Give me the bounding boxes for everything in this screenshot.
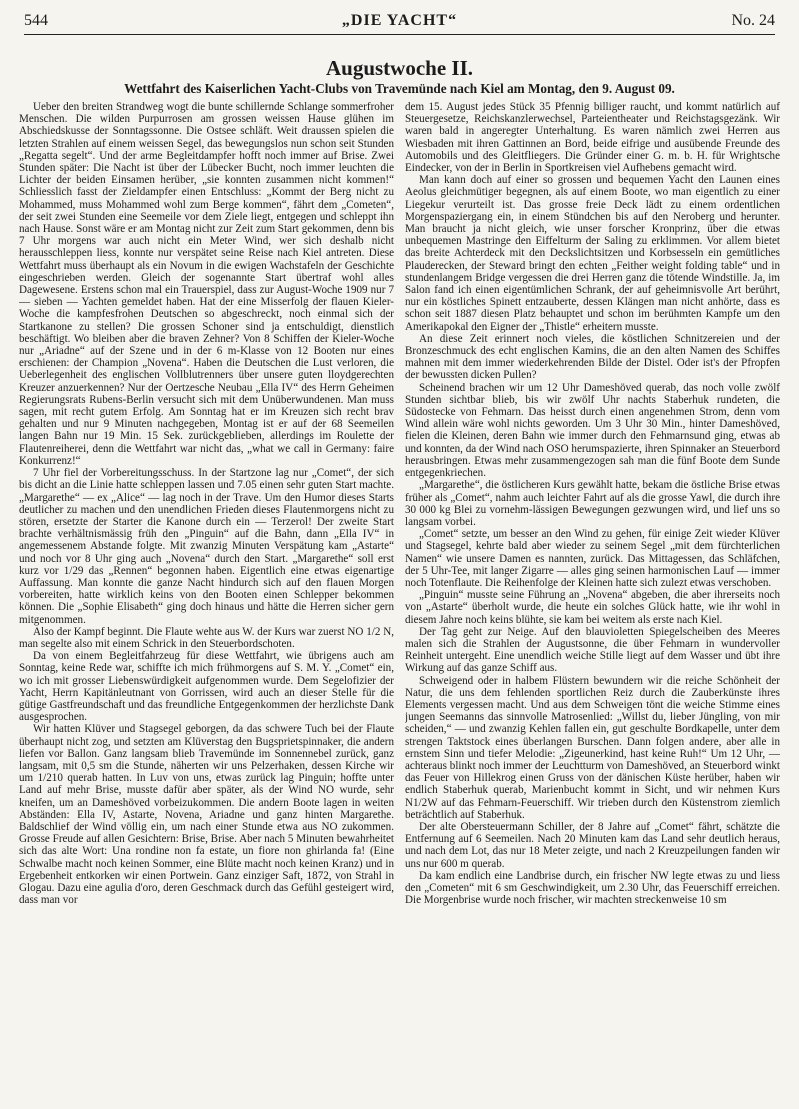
page-number: 544 [24,12,48,29]
paragraph: 7 Uhr fiel der Vorbereitungsschuss. In der Startzone lag nur „Comet“, der sich bis dicht an die Linie hatte schleppen lassen und 7.05 einen sehr guten Start machte. „Margarethe“ — ex „Alice“ — lag noch in der Trave. Um den Humor dieses Starts deutlicher zu machen und den unendlichen Frieden dieses Flautenmorgens nicht zu stören, ersetzte der Starter die Kanone durch ein — Terzerol! Der zweite Start brachte verhältnismässig früh den „Pinguin“ auf die Bahn, dann „Ella IV“ in angemessenem Abstande folgte. Mit zwanzig Minuten Verspätung kam „Astarte“ und noch vor 8 Uhr ging auch „Novena“ durch den Start. „Margarethe“ soll erst kurz vor 1/29 das „Rennen“ begonnen haben. Eigentlich eine etwas eigenartige Auffassung. Man konnte die ganze Nacht hindurch sich auf den flauen Morgen vorbereiten, hatte wirklich keins von den Booten einen Schlepper bekommen können. Die „Sophie Elisabeth“ ging doch hinaus und hätte die Herren sicher gern mitgenommen. [19,467,394,626]
paragraph: Da von einem Begleitfahrzeug für diese Wettfahrt, wie übrigens auch am Sonntag, keine Rede war, schiffte ich mich frühmorgens auf S. M. Y. „Comet“ ein, wo ich mit grosser Liebenswürdigkeit aufgenommen wurde. Dem Segelofizier der Yacht, Herrn Kapitänleutnant von Gorrissen, wird auch an dieser Stelle für die gütige Gastfreundschaft und das freundliche Entgegenkommen der herzlichste Dank ausgesprochen. [19,650,394,724]
article-subtitle: Wettfahrt des Kaiserlichen Yacht-Clubs von Travemünde nach Kiel am Montag, den 9. August 09. [124,81,675,96]
paragraph: Man kann doch auf einer so grossen und bequemen Yacht den Launen eines Aeolus gleichmütiger begegnen, als auf einem Boote, wo man eigentlich zu einer Liegekur verurteilt ist. Das grosse freie Deck lädt zu einem ordentlichen Morgenspaziergang ein, in einem Stündchen bis auf den Neroberg und herunter. Man braucht ja nicht gleich, wie unser forscher Kronprinz, über die etwas unbequemen Mastringe den Eiffelturm der Saling zu erklimmen. Vor allem bietet das breite Achterdeck mit den Deckslichtsitzen und Korbsesseln ein gemütliches Plauderecken, der Steward bringt den echten „Feither weight folding table“ und in stundenlangem Bridge vergessen die drei Herren ganz die tötende Windstille. Ja, im Salon fand ich einen eigentümlichen Schrank, der auf geheimnisvolle Art berührt, nur ein köstliches Spinett entzauberte, dessen Klängen man nicht anhörte, dass es schon seit 1887 diesen Platz behauptet und schon im berühmten Kampfe um den Amerikapokal den Eigner der „Thistle“ erheitern musste. [405,174,780,333]
paragraph: Ueber den breiten Strandweg wogt die bunte schillernde Schlange sommerfroher Menschen. Die wilden Purpurrosen am grossen weissen Hause glühen im Abschiedskusse der Sonntagssonne. Die Ostsee schläft. Weit draussen spielen die letzten Strahlen auf einem weissen Segel, das bewegungslos nun schon seit Stunden „Regatta segelt“. Und der arme Begleitdampfer hofft noch immer auf Brise. Zwei Stunden später: Die Nacht ist über der Lübecker Bucht, noch immer leuchten die Lichter der beiden Einsamen herüber, „sie konnten zusammen nicht kommen!“ Schliesslich fasst der Zieldampfer einen Entschluss: „Kommt der Berg nicht zu Mohammed, muss Mohammed wohl zum Berge kommen“, fährt dem „Cometen“, der seit zwei Stunden eine Seemeile vor dem Ziele liegt, entgegen und schleppt ihn nach Hause. Sonst wäre er am Montag nicht zur Zeit zum Start gekommen, denn bis 7 Uhr morgens war auch nicht ein Meter Wind, wer sich deshalb nicht herausschleppen liess, konnte nur verspätet seine Reise nach Kiel antreten. Diese Wettfahrt muss überhaupt als ein Novum in die ewigen Wachstafeln der Geschichte eingeschrieben werden. Gleich der sogenannte Start übertraf wohl alles Dagewesene. Erstens schon mal ein Trauerspiel, dass zur August-Woche 1909 nur 7 — sieben — Yachten gemeldet haben. Hat der eine Misserfolg der flauen Kieler-Woche die kampfesfrohen Deutschen so abgeschreckt, noch einmal sich der Startkanone zu stellen? Die grossen Schoner sind ja entschuldigt, dienstlich beschäftigt. Wo bleiben aber die braven Zehner? Von 8 Schiffen der Kieler-Woche nur „Ariadne“ auf der Szene und in der 6 m-Klasse von 12 Booten nur eines erschienen: der Champion „Novena“. Haben die Deutschen die Lust verloren, die Ueberlegenheit des englischen Vollblutrenners über unsere guten lloydgerechten Kreuzer anzuerkennen? Nur der Oertzesche Neubau „Ella IV“ des Herrn Geheimen Regierungsrats Rubens-Berlin versucht sich mit dem Unüberwundenen. Man muss sagen, mit recht gutem Erfolg. Am Sonntag hat er im Kreuzen sich recht brav gehalten und nur 9 Minuten nachgegeben, Montag ist er auf der 68 Seemeilen langen Bahn nur 19 Min. 15 Sek. zurückgeblieben, allerdings im Roulette der Flautenreiherei, denn die Wettfahrt war nicht das, „what we call in Germany: faire Konkurrenz!“ [19,101,394,467]
paragraph: „Comet“ setzte, um besser an den Wind zu gehen, für einige Zeit wieder Klüver und Stagsegel, kehrte bald aber wieder zu seinem Segel „mit dem fürchterlichen Namen“ wie unsere Damen es nannten, zurück. Das Mittagessen, das Schläfchen, der 5 Uhr-Tee, mit langer Zigarre — alles ging seinen harmonischen Lauf — immer noch Totenflaute. Die Reihenfolge der Kleinen hatte sich zulezt etwas verschoben. [405,528,780,589]
magazine-title: „DIE YACHT“ [341,12,458,29]
paragraph: Also der Kampf beginnt. Die Flaute wehte aus W. der Kurs war zuerst NO 1/2 N, man segelte also mit einem Schrick in den Steuerbordschoten. [19,625,394,650]
paragraph: Der Tag geht zur Neige. Auf den blauvioletten Spiegelscheiben des Meeres malen sich die Strahlen der Augustsonne, die über Fehmarn in wundervoller Reinheit untergeht. Eine unendlich weiche Stille liegt auf dem Wasser und übt ihre Wirkung auf das ganze Schiff aus. [405,625,780,675]
paragraph: „Margarethe“, die östlicheren Kurs gewählt hatte, bekam die östliche Brise etwas früher als „Comet“, nahm auch leichter Fahrt auf als die grosse Yawl, die durch ihre 30 000 kg Blei zu vornehm-lässigen Bewegungen gezwungen wird, und lief uns so langsam vorbei. [405,479,780,528]
paragraph: Der alte Obersteuermann Schiller, der 8 Jahre auf „Comet“ fährt, schätzte die Entfernung auf 6 Seemeilen. Nach 20 Minuten kam das Land sehr deutlich heraus, und nach dem Lot, das nur 18 Meter zeigte, und nach 2 Kreuzpeilungen fanden wir uns nur 600 m querab. [405,820,780,870]
paragraph: Wir hatten Klüver und Stagsegel geborgen, da das schwere Tuch bei der Flaute überhaupt nicht zog, und setzten am Klüverstag den Bugsprietspinnaker, die andern liefen vor Ballon. Ganz langsam blieb Travemünde im Sonnennebel zurück, ganz langsam, mit 0,5 sm die Stunde, näherten wir uns Pelzerhaken, dessen Kirche wir um 1/210 querab hatten. In Luv von uns, etwas zurück lag Pinguin; hoffte unter Land auf mehr Brise, musste dafür aber später, als der Wind NO wurde, sehr kneifen, um an Dameshöved vorbeizukommen. Die andern Boote lagen in weiten Abständen: Ella IV, Astarte, Novena, Ariadne und ganz hinten Margarethe. Baldschlief der Wind völlig ein, um nach einer Stunde etwa aus NO zukommen. Grosse Freude auf allen Gesichtern: Brise, Brise. Aber nach 5 Minuten bewahrheitet sich das alte Wort: Una rondine non fa estate, un fiore non ghirlanda fa! (Eine Schwalbe macht noch keinen Sommer, eine Blüte macht noch keinen Kranz) und in Ergebenheit entkorken wir einen Portwein. Ganz einziger Saft, 1872, von Strahl in Glogau. Dazu eine agulia d'oro, deren Geschmack durch das Gefühl gesteigert wird, dass man vor [19,723,394,907]
paragraph: An diese Zeit erinnert noch vieles, die köstlichen Schnitzereien und der Bronzeschmuck des echt englischen Kamins, die an den alten Namen des Schiffes mahnen mit dem immer wiederkehrenden Bilde der Distel. Oder ist's der Pfropfen der bewussten dicken Pullen? [405,332,780,382]
paragraph: Scheinend brachen wir um 12 Uhr Dameshöved querab, das noch volle zwölf Stunden sichtbar blieb, bis wir zwölf Uhr nachts Staberhuk rundeten, die Südostecke von Fehmarn. Das heisst durch einen angenehmen Strom, denn vom Wind allein wäre wohl nichts geworden. Um 3 Uhr 30 Min., hinter Dameshöved, fielen die Kleinen, deren Bahn wie immer durch den Fehmarnsund ging, etwas ab und konnten, da der Wind nach OSO herumspazierte, ihren Spinnaker an Steuerbord herausbringen. Etwas mehr zusammengezogen sah man die fünf Boote dem Sunde entgegenkriechen. [405,381,780,480]
left-column [19,101,394,1101]
paragraph: Da kam endlich eine Landbrise durch, ein frischer NW legte etwas zu und liess den „Cometen“ mit 6 sm Geschwindigkeit, um 2.30 Uhr, das Feuerschiff erreichen. Die Morgenbrise wurde noch frischer, wir machten streckenweise 10 sm [405,869,780,907]
paragraph: Schweigend oder in halbem Flüstern bewundern wir die reiche Schönheit der Natur, die uns dem fehlenden sportlichen Reiz durch die Zauberkünste ihres Elements vergessen macht. Und aus dem Schweigen tönt die weiche Stimme eines jungen Seemanns das sinnvolle Matrosenlied: „Willst du, lieber Jüngling, von mir scheiden,“ — und zwanzig Kehlen fallen ein, gut geschulte Bordkapelle, unter dem strengen Taktstock eines überlangen Burschen. Dann folgen andere, aber alle in ernstem Sinn und tiefer Melodie: „Zigeunerkind, hast keine Ruh!“ Um 12 Uhr, — achteraus blinkt noch immer der Leuchtturm von Dameshöved, an Steuerbord winkt das Feuer von Hillekrog einen Gruss von der dänischen Küste herüber, haben wir endlich Staberhuk querab, Marienbucht kommt in Sicht, und wir nehmen Kurs N1/2W auf das Fehmarn-Feuerschiff. Wir trieben durch den Küstenstrom ziemlich beträchtlich auf Staberhuk. [405,674,780,821]
page-header [24,8,775,35]
article-title: Augustwoche II. [325,56,474,80]
issue-number: No. 24 [731,12,775,29]
paragraph: dem 15. August jedes Stück 35 Pfennig billiger raucht, und kommt natürlich auf Steuergesetze, Reichskanzlerwechsel, Parteientheater und Reichstagsgezänk. Wir waren bald in angeregter Unterhaltung. Es waren nämlich zwei Herren aus Wiesbaden mit ihren Gattinnen an Bord, beide eifrige und ausübende Freunde des Automobils und des Gleitfliegers. Die Gründer einer G. m. b. H. für Wrightsche Eindecker, von der in Berlin in Sportkreisen viel Aufhebens gemacht wird. [405,101,780,175]
paragraph: „Pinguin“ musste seine Führung an „Novena“ abgeben, die aber ihrerseits noch von „Astarte“ überholt wurde, die heute ein solches Glück hatte, wie ihr wohl in diesem Jahre noch keins blühte, sie kam bei weitem als erste nach Kiel. [405,589,780,626]
right-column [405,101,780,1101]
